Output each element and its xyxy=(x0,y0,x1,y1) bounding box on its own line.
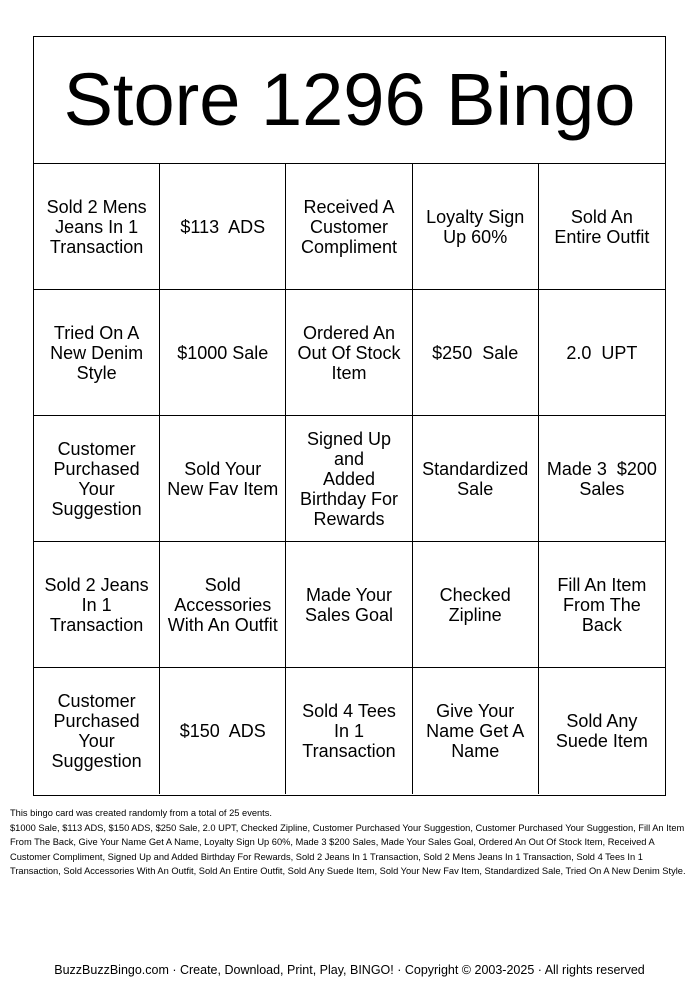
bingo-cell: $113 ADS xyxy=(160,164,286,290)
bingo-cell: Made 3 $200 Sales xyxy=(539,416,665,542)
bingo-cell: Fill An Item From The Back xyxy=(539,542,665,668)
events-list: $1000 Sale, $113 ADS, $150 ADS, $250 Sale, 2.0 UPT, Checked Zipline, Customer Purchased Your Suggestion, Customer Purchased Your Suggestion, Fill An Item From The Back, Give Your Name Get A Name, Loyalty Sign Up 60%, Made 3 $200 Sales, Made Your Sales Goal, Ordered An Out Of Stock Item, Received A Customer Compliment, Signed Up and Added Birthday For Rewards, Sold 2 Jeans In 1 Transaction, Sold 2 Mens Jeans In 1 Transaction, Sold 4 Tees In 1 Transaction, Sold Accessories With An Outfit, Sold An Entire Outfit, Sold Any Suede Item, Sold Your New Fav Item, Standardized Sale, Tried On A New Denim Style. xyxy=(10,822,686,876)
bingo-cell: Sold Your New Fav Item xyxy=(160,416,286,542)
bingo-cell: Customer Purchased Your Suggestion xyxy=(34,668,160,794)
bingo-cell: Received A Customer Compliment xyxy=(286,164,412,290)
bingo-card xyxy=(33,36,666,796)
bingo-cell: Sold An Entire Outfit xyxy=(539,164,665,290)
bingo-cell: $1000 Sale xyxy=(160,290,286,416)
bingo-cell: Customer Purchased Your Suggestion xyxy=(34,416,160,542)
events-note xyxy=(10,806,690,879)
bingo-cell: Sold 4 Tees In 1 Transaction xyxy=(286,668,412,794)
site-footer: BuzzBuzzBingo.com · Create, Download, Print, Play, BINGO! · Copyright © 2003-2025 · All rights reserved xyxy=(54,963,645,977)
bingo-cell: Ordered An Out Of Stock Item xyxy=(286,290,412,416)
bingo-cell: $150 ADS xyxy=(160,668,286,794)
bingo-cell: Sold 2 Mens Jeans In 1 Transaction xyxy=(34,164,160,290)
card-title: Store 1296 Bingo xyxy=(34,37,665,164)
bingo-cell: Sold Accessories With An Outfit xyxy=(160,542,286,668)
bingo-grid xyxy=(34,164,665,794)
bingo-cell: Tried On A New Denim Style xyxy=(34,290,160,416)
bingo-cell: Standardized Sale xyxy=(413,416,539,542)
events-note-intro: This bingo card was created randomly from a total of 25 events. xyxy=(10,808,272,818)
bingo-cell: $250 Sale xyxy=(413,290,539,416)
bingo-cell: Loyalty Sign Up 60% xyxy=(413,164,539,290)
bingo-cell: Sold 2 Jeans In 1 Transaction xyxy=(34,542,160,668)
bingo-cell: Give Your Name Get A Name xyxy=(413,668,539,794)
bingo-cell: 2.0 UPT xyxy=(539,290,665,416)
bingo-cell: Made Your Sales Goal xyxy=(286,542,412,668)
bingo-cell: Sold Any Suede Item xyxy=(555,711,648,751)
bingo-cell: Signed Up and Added Birthday For Rewards xyxy=(286,416,412,542)
bingo-cell: Checked Zipline xyxy=(413,542,539,668)
